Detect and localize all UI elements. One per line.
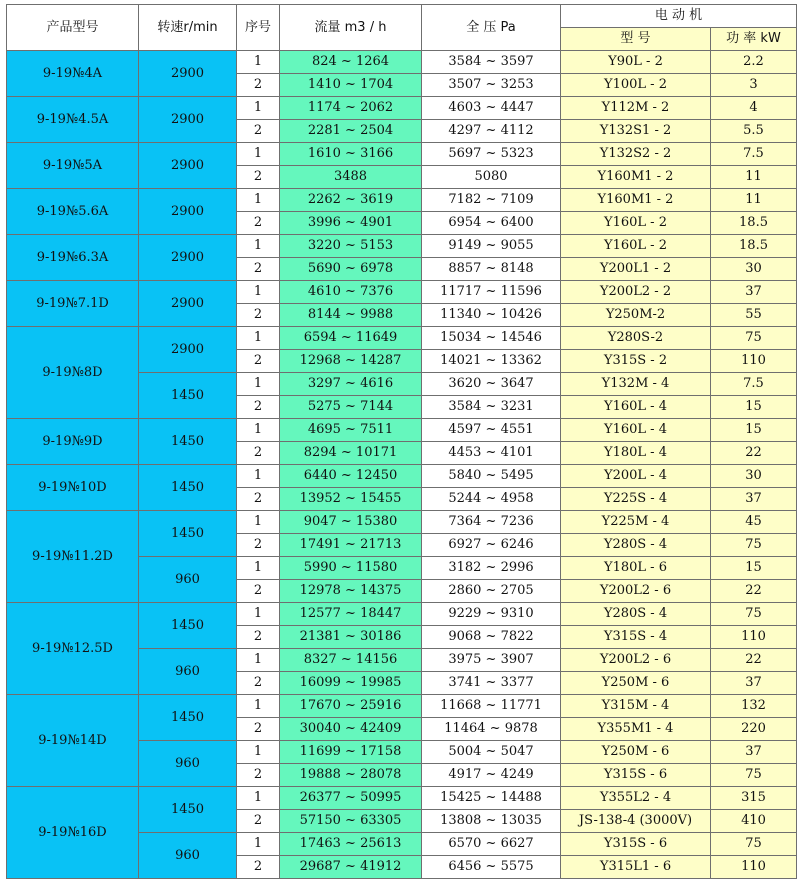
flow-cell: 4610 ~ 7376 [280, 281, 422, 304]
power-cell: 7.5 [711, 373, 797, 396]
motor-type-cell: Y355L2 - 4 [561, 787, 711, 810]
motor-type-cell: Y355M1 - 4 [561, 718, 711, 741]
flow-cell: 2281 ~ 2504 [280, 120, 422, 143]
seq-cell: 2 [237, 166, 280, 189]
motor-type-cell: Y315S - 6 [561, 833, 711, 856]
flow-cell: 4695 ~ 7511 [280, 419, 422, 442]
pressure-cell: 6954 ~ 6400 [422, 212, 561, 235]
motor-type-cell: Y132S1 - 2 [561, 120, 711, 143]
speed-cell: 2900 [139, 281, 237, 327]
seq-cell: 1 [237, 557, 280, 580]
pressure-cell: 6927 ~ 6246 [422, 534, 561, 557]
table-row [7, 511, 797, 534]
table-row [7, 235, 797, 258]
table-row [7, 51, 797, 74]
seq-cell: 2 [237, 810, 280, 833]
power-cell: 30 [711, 258, 797, 281]
pressure-cell: 7182 ~ 7109 [422, 189, 561, 212]
motor-type-cell: Y160L - 4 [561, 396, 711, 419]
speed-cell: 2900 [139, 327, 237, 373]
pressure-cell: 3620 ~ 3647 [422, 373, 561, 396]
power-cell: 30 [711, 465, 797, 488]
power-cell: 315 [711, 787, 797, 810]
table-row [7, 189, 797, 212]
seq-cell: 2 [237, 74, 280, 97]
motor-type-cell: Y132M - 4 [561, 373, 711, 396]
seq-cell: 1 [237, 189, 280, 212]
flow-cell: 8294 ~ 10171 [280, 442, 422, 465]
model-cell: 9-19№9D [7, 419, 139, 465]
flow-cell: 12577 ~ 18447 [280, 603, 422, 626]
seq-cell: 1 [237, 511, 280, 534]
seq-cell: 1 [237, 833, 280, 856]
pressure-cell: 13808 ~ 13035 [422, 810, 561, 833]
flow-cell: 16099 ~ 19985 [280, 672, 422, 695]
motor-type-cell: Y225S - 4 [561, 488, 711, 511]
model-cell: 9-19№11.2D [7, 511, 139, 603]
motor-type-cell: Y200L - 4 [561, 465, 711, 488]
power-cell: 132 [711, 695, 797, 718]
speed-cell: 1450 [139, 603, 237, 649]
pressure-cell: 4453 ~ 4101 [422, 442, 561, 465]
model-cell: 9-19№16D [7, 787, 139, 879]
power-cell: 110 [711, 626, 797, 649]
pressure-cell: 11464 ~ 9878 [422, 718, 561, 741]
power-cell: 75 [711, 833, 797, 856]
seq-cell: 1 [237, 741, 280, 764]
flow-cell: 824 ~ 1264 [280, 51, 422, 74]
flow-cell: 13952 ~ 15455 [280, 488, 422, 511]
flow-cell: 5690 ~ 6978 [280, 258, 422, 281]
model-cell: 9-19№10D [7, 465, 139, 511]
motor-type-cell: Y225M - 4 [561, 511, 711, 534]
motor-type-cell: Y200L2 - 6 [561, 580, 711, 603]
power-cell: 75 [711, 764, 797, 787]
seq-cell: 2 [237, 764, 280, 787]
pressure-cell: 4917 ~ 4249 [422, 764, 561, 787]
model-cell: 9-19№6.3A [7, 235, 139, 281]
table-row [7, 281, 797, 304]
pressure-cell: 9068 ~ 7822 [422, 626, 561, 649]
power-cell: 18.5 [711, 235, 797, 258]
table-row [7, 327, 797, 350]
pressure-cell: 5080 [422, 166, 561, 189]
motor-type-cell: Y112M - 2 [561, 97, 711, 120]
power-cell: 55 [711, 304, 797, 327]
pressure-cell: 4597 ~ 4551 [422, 419, 561, 442]
seq-cell: 2 [237, 304, 280, 327]
flow-cell: 8144 ~ 9988 [280, 304, 422, 327]
flow-cell: 19888 ~ 28078 [280, 764, 422, 787]
pressure-cell: 11340 ~ 10426 [422, 304, 561, 327]
motor-type-cell: Y315M - 4 [561, 695, 711, 718]
seq-cell: 1 [237, 281, 280, 304]
seq-cell: 2 [237, 856, 280, 879]
speed-cell: 1450 [139, 419, 237, 465]
seq-cell: 1 [237, 143, 280, 166]
motor-type-cell: Y200L2 - 6 [561, 649, 711, 672]
pressure-cell: 15425 ~ 14488 [422, 787, 561, 810]
model-cell: 9-19№4.5A [7, 97, 139, 143]
table-row [7, 97, 797, 120]
speed-cell: 2900 [139, 235, 237, 281]
header-model: 产品型号 [7, 5, 139, 51]
power-cell: 37 [711, 741, 797, 764]
pressure-cell: 3182 ~ 2996 [422, 557, 561, 580]
speed-cell: 1450 [139, 695, 237, 741]
flow-cell: 12968 ~ 14287 [280, 350, 422, 373]
motor-type-cell: Y250M-2 [561, 304, 711, 327]
flow-cell: 17491 ~ 21713 [280, 534, 422, 557]
speed-cell: 1450 [139, 511, 237, 557]
motor-type-cell: Y180L - 6 [561, 557, 711, 580]
power-cell: 22 [711, 442, 797, 465]
power-cell: 110 [711, 350, 797, 373]
motor-type-cell: Y160M1 - 2 [561, 189, 711, 212]
speed-cell: 1450 [139, 787, 237, 833]
flow-cell: 3220 ~ 5153 [280, 235, 422, 258]
power-cell: 220 [711, 718, 797, 741]
seq-cell: 2 [237, 626, 280, 649]
seq-cell: 1 [237, 419, 280, 442]
motor-type-cell: Y250M - 6 [561, 672, 711, 695]
power-cell: 7.5 [711, 143, 797, 166]
header-power: 功 率 kW [711, 28, 797, 51]
power-cell: 45 [711, 511, 797, 534]
header-speed: 转速r/min [139, 5, 237, 51]
motor-type-cell: JS-138-4 (3000V) [561, 810, 711, 833]
speed-cell: 2900 [139, 51, 237, 97]
spec-table-body [7, 51, 797, 879]
table-row [7, 465, 797, 488]
model-cell: 9-19№12.5D [7, 603, 139, 695]
seq-cell: 1 [237, 51, 280, 74]
pressure-cell: 2860 ~ 2705 [422, 580, 561, 603]
seq-cell: 2 [237, 258, 280, 281]
flow-cell: 12978 ~ 14375 [280, 580, 422, 603]
motor-type-cell: Y160L - 2 [561, 235, 711, 258]
pressure-cell: 11668 ~ 11771 [422, 695, 561, 718]
flow-cell: 2262 ~ 3619 [280, 189, 422, 212]
motor-type-cell: Y250M - 6 [561, 741, 711, 764]
header-seq: 序号 [237, 5, 280, 51]
speed-cell: 960 [139, 649, 237, 695]
pressure-cell: 9149 ~ 9055 [422, 235, 561, 258]
pressure-cell: 8857 ~ 8148 [422, 258, 561, 281]
pressure-cell: 3507 ~ 3253 [422, 74, 561, 97]
pressure-cell: 7364 ~ 7236 [422, 511, 561, 534]
power-cell: 11 [711, 166, 797, 189]
seq-cell: 2 [237, 672, 280, 695]
pressure-cell: 5244 ~ 4958 [422, 488, 561, 511]
flow-cell: 5275 ~ 7144 [280, 396, 422, 419]
table-row [7, 603, 797, 626]
model-cell: 9-19№4A [7, 51, 139, 97]
power-cell: 22 [711, 649, 797, 672]
motor-type-cell: Y315S - 2 [561, 350, 711, 373]
flow-cell: 3297 ~ 4616 [280, 373, 422, 396]
power-cell: 15 [711, 557, 797, 580]
power-cell: 110 [711, 856, 797, 879]
pressure-cell: 6570 ~ 6627 [422, 833, 561, 856]
flow-cell: 3996 ~ 4901 [280, 212, 422, 235]
pressure-cell: 6456 ~ 5575 [422, 856, 561, 879]
seq-cell: 1 [237, 373, 280, 396]
model-cell: 9-19№7.1D [7, 281, 139, 327]
seq-cell: 2 [237, 212, 280, 235]
motor-type-cell: Y280S-2 [561, 327, 711, 350]
pressure-cell: 15034 ~ 14546 [422, 327, 561, 350]
seq-cell: 1 [237, 327, 280, 350]
model-cell: 9-19№8D [7, 327, 139, 419]
pressure-cell: 3584 ~ 3231 [422, 396, 561, 419]
pressure-cell: 11717 ~ 11596 [422, 281, 561, 304]
pressure-cell: 5840 ~ 5495 [422, 465, 561, 488]
motor-type-cell: Y315S - 6 [561, 764, 711, 787]
seq-cell: 2 [237, 350, 280, 373]
power-cell: 75 [711, 603, 797, 626]
flow-cell: 11699 ~ 17158 [280, 741, 422, 764]
flow-cell: 3488 [280, 166, 422, 189]
motor-type-cell: Y315L1 - 6 [561, 856, 711, 879]
flow-cell: 29687 ~ 41912 [280, 856, 422, 879]
model-cell: 9-19№5.6A [7, 189, 139, 235]
pressure-cell: 3975 ~ 3907 [422, 649, 561, 672]
speed-cell: 1450 [139, 373, 237, 419]
power-cell: 2.2 [711, 51, 797, 74]
power-cell: 15 [711, 396, 797, 419]
motor-type-cell: Y160L - 2 [561, 212, 711, 235]
speed-cell: 2900 [139, 189, 237, 235]
power-cell: 75 [711, 327, 797, 350]
seq-cell: 1 [237, 695, 280, 718]
table-row [7, 787, 797, 810]
motor-type-cell: Y100L - 2 [561, 74, 711, 97]
flow-cell: 1174 ~ 2062 [280, 97, 422, 120]
power-cell: 410 [711, 810, 797, 833]
flow-cell: 1410 ~ 1704 [280, 74, 422, 97]
pressure-cell: 5004 ~ 5047 [422, 741, 561, 764]
seq-cell: 2 [237, 534, 280, 557]
power-cell: 11 [711, 189, 797, 212]
seq-cell: 1 [237, 787, 280, 810]
seq-cell: 2 [237, 120, 280, 143]
seq-cell: 1 [237, 465, 280, 488]
power-cell: 18.5 [711, 212, 797, 235]
motor-type-cell: Y280S - 4 [561, 603, 711, 626]
power-cell: 37 [711, 672, 797, 695]
pressure-cell: 3584 ~ 3597 [422, 51, 561, 74]
seq-cell: 2 [237, 442, 280, 465]
flow-cell: 21381 ~ 30186 [280, 626, 422, 649]
flow-cell: 30040 ~ 42409 [280, 718, 422, 741]
flow-cell: 26377 ~ 50995 [280, 787, 422, 810]
motor-type-cell: Y280S - 4 [561, 534, 711, 557]
speed-cell: 960 [139, 557, 237, 603]
table-row [7, 419, 797, 442]
seq-cell: 1 [237, 235, 280, 258]
motor-type-cell: Y315S - 4 [561, 626, 711, 649]
flow-cell: 1610 ~ 3166 [280, 143, 422, 166]
flow-cell: 57150 ~ 63305 [280, 810, 422, 833]
table-row [7, 695, 797, 718]
seq-cell: 2 [237, 580, 280, 603]
seq-cell: 1 [237, 603, 280, 626]
model-cell: 9-19№5A [7, 143, 139, 189]
header-motor: 电 动 机 [561, 5, 797, 28]
motor-type-cell: Y200L2 - 2 [561, 281, 711, 304]
seq-cell: 1 [237, 97, 280, 120]
pressure-cell: 5697 ~ 5323 [422, 143, 561, 166]
power-cell: 37 [711, 488, 797, 511]
power-cell: 37 [711, 281, 797, 304]
motor-type-cell: Y132S2 - 2 [561, 143, 711, 166]
motor-type-cell: Y160L - 4 [561, 419, 711, 442]
speed-cell: 960 [139, 741, 237, 787]
flow-cell: 8327 ~ 14156 [280, 649, 422, 672]
power-cell: 5.5 [711, 120, 797, 143]
flow-cell: 6440 ~ 12450 [280, 465, 422, 488]
header-pressure: 全 压 Pa [422, 5, 561, 51]
speed-cell: 1450 [139, 465, 237, 511]
speed-cell: 2900 [139, 97, 237, 143]
power-cell: 15 [711, 419, 797, 442]
speed-cell: 960 [139, 833, 237, 879]
power-cell: 22 [711, 580, 797, 603]
motor-type-cell: Y180L - 4 [561, 442, 711, 465]
power-cell: 3 [711, 74, 797, 97]
motor-type-cell: Y90L - 2 [561, 51, 711, 74]
pressure-cell: 4297 ~ 4112 [422, 120, 561, 143]
model-cell: 9-19№14D [7, 695, 139, 787]
motor-type-cell: Y160M1 - 2 [561, 166, 711, 189]
speed-cell: 2900 [139, 143, 237, 189]
seq-cell: 2 [237, 718, 280, 741]
motor-type-cell: Y200L1 - 2 [561, 258, 711, 281]
pressure-cell: 4603 ~ 4447 [422, 97, 561, 120]
seq-cell: 1 [237, 649, 280, 672]
pressure-cell: 9229 ~ 9310 [422, 603, 561, 626]
flow-cell: 5990 ~ 11580 [280, 557, 422, 580]
power-cell: 75 [711, 534, 797, 557]
header-motor-type: 型 号 [561, 28, 711, 51]
flow-cell: 17670 ~ 25916 [280, 695, 422, 718]
pressure-cell: 14021 ~ 13362 [422, 350, 561, 373]
seq-cell: 2 [237, 488, 280, 511]
flow-cell: 9047 ~ 15380 [280, 511, 422, 534]
header-flow: 流量 m3 / h [280, 5, 422, 51]
flow-cell: 17463 ~ 25613 [280, 833, 422, 856]
fan-spec-table [6, 4, 797, 879]
pressure-cell: 3741 ~ 3377 [422, 672, 561, 695]
power-cell: 4 [711, 97, 797, 120]
flow-cell: 6594 ~ 11649 [280, 327, 422, 350]
seq-cell: 2 [237, 396, 280, 419]
table-row [7, 143, 797, 166]
